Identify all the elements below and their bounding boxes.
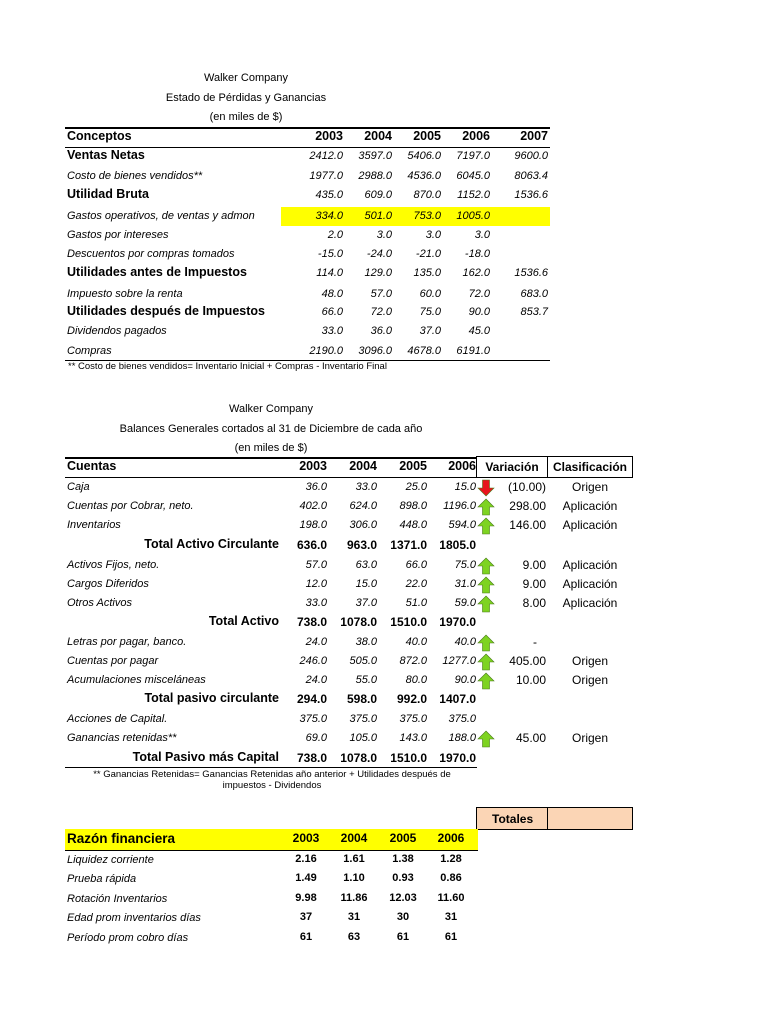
balance-row	[65, 575, 477, 594]
balance-row-label: Acciones de Capital.	[67, 713, 168, 725]
income-row	[65, 207, 550, 226]
balance-header-row	[65, 459, 477, 477]
income-value-2005: 4678.0	[407, 345, 441, 357]
income-value-2003: 2412.0	[309, 150, 343, 162]
variacion-header: Variación	[476, 456, 548, 478]
clasificacion-value: Origen	[571, 654, 609, 668]
income-row-label: Utilidad Bruta	[67, 187, 149, 201]
ratio-row	[65, 909, 485, 928]
balance-row-label: Inventarios	[67, 519, 121, 531]
clasificacion-value: Aplicación	[562, 499, 618, 513]
income-value-2003: 1977.0	[309, 170, 343, 182]
clasificacion-value: Aplicación	[562, 577, 618, 591]
ratio-row	[65, 851, 485, 870]
income-footnote: ** Costo de bienes vendidos= Inventario Inicial + Compras - Inventario Final	[68, 361, 387, 372]
balance-total-row	[65, 613, 477, 632]
income-value-2006: 72.0	[468, 288, 490, 300]
balance-value-2003: 69.0	[305, 732, 327, 744]
balance-value-2004: 1078.0	[340, 751, 377, 765]
balance-value-2006: 1196.0	[443, 500, 476, 512]
income-row	[65, 264, 550, 283]
income-value-2004: 3597.0	[358, 150, 392, 162]
balance-row-label: Total Activo Circulante	[144, 537, 279, 551]
balance-value-2005: 1371.0	[390, 538, 427, 552]
balance-value-2005: 448.0	[399, 519, 427, 531]
income-value-2007: 1536.6	[514, 267, 548, 279]
balance-value-2006: 1970.0	[439, 751, 476, 765]
variacion-value: 9.00	[522, 577, 546, 591]
income-value-2005: 5406.0	[407, 150, 441, 162]
income-value-2003: 114.0	[316, 267, 343, 279]
income-value-2003: 66.0	[321, 306, 343, 318]
variacion-value: 45.00	[515, 731, 546, 745]
income-value-2006: -18.0	[464, 248, 490, 260]
balance-value-2003: 636.0	[296, 538, 327, 552]
income-value-2006: 90.0	[468, 306, 490, 318]
balance-value-2004: 105.0	[349, 732, 377, 744]
balance-value-2004: 375.0	[349, 713, 377, 725]
income-value-2007: 8063.4	[514, 170, 548, 182]
income-value-2003: -15.0	[317, 248, 343, 260]
balance-total-row	[65, 690, 477, 709]
income-units: (en miles de $)	[209, 111, 283, 123]
income-row-label: Descuentos por compras tomados	[67, 248, 235, 260]
income-row	[65, 285, 550, 304]
income-row-label: Compras	[67, 345, 112, 357]
income-value-2007: 1536.6	[514, 189, 548, 201]
ratio-value-2004: 1.61	[343, 853, 365, 865]
clasificacion-value: Aplicación	[562, 558, 618, 572]
balance-value-2003: 36.0	[305, 481, 327, 493]
ratio-value-2006: 31	[444, 911, 458, 923]
ratio-value-2005: 0.93	[392, 872, 414, 884]
balance-row	[65, 556, 477, 575]
income-value-2005: 37.0	[419, 325, 441, 337]
balance-row-label: Letras por pagar, banco.	[67, 636, 187, 648]
income-row-label: Dividendos pagados	[67, 325, 167, 337]
balance-row-label: Activos Fijos, neto.	[67, 559, 160, 571]
income-row	[65, 245, 550, 264]
income-value-2003: 2190.0	[309, 345, 343, 357]
balance-value-2005: 143.0	[399, 732, 427, 744]
balance-row	[65, 729, 477, 748]
balance-header-accounts: Cuentas	[67, 459, 117, 473]
balance-value-2005: 66.0	[405, 559, 427, 571]
balance-row-label: Total Activo	[208, 614, 279, 628]
balance-value-2003: 12.0	[305, 578, 327, 590]
balance-value-2005: 898.0	[399, 500, 427, 512]
balance-row	[65, 478, 477, 497]
balance-value-2005: 51.0	[405, 597, 427, 609]
balance-value-2006: 1407.0	[439, 692, 476, 706]
income-row-label: Utilidades antes de Impuestos	[67, 265, 247, 279]
clasificacion-value: Origen	[571, 673, 609, 687]
income-value-2005: 135.0	[413, 267, 441, 279]
ratio-row-label: Período prom cobro días	[67, 932, 189, 944]
income-title: Estado de Pérdidas y Ganancias	[165, 92, 327, 104]
totales-label: Totales	[476, 807, 548, 830]
income-value-2005: -21.0	[415, 248, 441, 260]
income-value-2003: 48.0	[321, 288, 343, 300]
income-value-2004: -24.0	[366, 248, 392, 260]
balance-value-2006: 1277.0	[442, 655, 476, 667]
ratio-row-label: Prueba rápida	[67, 873, 137, 885]
income-row	[65, 322, 550, 341]
income-header-2006: 2006	[462, 129, 490, 143]
clasificacion-value: Origen	[571, 480, 609, 494]
income-value-2007: 683.0	[520, 288, 548, 300]
ratios-year-2006: 2006	[437, 831, 465, 845]
ratio-row-label: Edad prom inventarios días	[67, 912, 201, 924]
income-value-2005: 75.0	[419, 306, 441, 318]
income-value-2004: 3.0	[376, 229, 392, 241]
balance-value-2005: 40.0	[405, 636, 427, 648]
ratios-year-2003: 2003	[292, 831, 320, 845]
balance-value-2005: 375.0	[399, 713, 427, 725]
balance-footnote-line1: ** Ganancias Retenidas= Ganancias Retenidas año anterior + Utilidades después de	[93, 769, 451, 780]
income-value-2004: 57.0	[370, 288, 392, 300]
balance-value-2006: 594.0	[448, 519, 476, 531]
ratios-header-label: Razón financiera	[67, 831, 176, 846]
income-row-label: Impuesto sobre la renta	[67, 288, 183, 300]
balance-value-2004: 505.0	[349, 655, 377, 667]
ratio-value-2006: 1.28	[440, 853, 462, 865]
income-value-2003: 2.0	[327, 229, 343, 241]
income-value-2006: 3.0	[474, 229, 490, 241]
balance-row	[65, 497, 477, 516]
balance-row-label: Cargos Diferidos	[67, 578, 149, 590]
clasificacion-value: Origen	[571, 731, 609, 745]
balance-row	[65, 633, 477, 652]
balance-value-2006: 15.0	[454, 481, 476, 493]
income-row	[65, 226, 550, 245]
income-row	[65, 186, 550, 205]
balance-value-2004: 38.0	[355, 636, 377, 648]
income-row	[65, 167, 550, 186]
balance-value-2004: 598.0	[346, 692, 377, 706]
balance-value-2006: 59.0	[454, 597, 476, 609]
ratio-value-2003: 9.98	[295, 892, 317, 904]
income-header-row	[65, 129, 550, 147]
income-header-2004: 2004	[364, 129, 392, 143]
ratio-row	[65, 890, 485, 909]
income-row	[65, 147, 550, 166]
income-value-2004: 72.0	[370, 306, 392, 318]
balance-header-2006: 2006	[448, 459, 476, 473]
balance-header-2003: 2003	[299, 459, 327, 473]
income-row-label: Ventas Netas	[67, 148, 145, 162]
income-row-label: Gastos por intereses	[67, 229, 169, 241]
income-value-2003: 33.0	[321, 325, 343, 337]
balance-row	[65, 594, 477, 613]
ratio-value-2006: 11.60	[437, 892, 465, 904]
balance-row	[65, 671, 477, 690]
income-row-label: Gastos operativos, de ventas y admon	[67, 210, 255, 222]
ratio-value-2005: 1.38	[392, 853, 414, 865]
ratio-value-2004: 63	[347, 931, 361, 943]
clasificacion-value: Aplicación	[562, 596, 618, 610]
ratio-value-2005: 12.03	[389, 892, 417, 904]
balance-value-2004: 15.0	[355, 578, 377, 590]
balance-row	[65, 710, 477, 729]
balance-value-2006: 1805.0	[439, 538, 476, 552]
balance-value-2004: 37.0	[355, 597, 377, 609]
balance-header-2004: 2004	[349, 459, 377, 473]
ratio-value-2003: 37	[299, 911, 313, 923]
balance-header-2005: 2005	[399, 459, 427, 473]
balance-row-label: Total pasivo circulante	[144, 691, 279, 705]
balance-units: (en miles de $)	[234, 442, 308, 454]
income-value-2006: 45.0	[468, 325, 490, 337]
balance-value-2003: 738.0	[296, 751, 327, 765]
balance-value-2004: 55.0	[355, 674, 377, 686]
balance-value-2003: 24.0	[305, 674, 327, 686]
income-header-concepts: Conceptos	[67, 129, 132, 143]
income-value-2003: 334.0	[315, 210, 343, 222]
totales-value-cell	[547, 807, 633, 830]
ratio-value-2004: 11.86	[340, 892, 368, 904]
balance-row-label: Caja	[67, 481, 90, 493]
ratio-value-2006: 61	[444, 931, 458, 943]
income-value-2005: 753.0	[413, 210, 441, 222]
income-value-2004: 3096.0	[358, 345, 392, 357]
income-value-2005: 3.0	[425, 229, 441, 241]
income-value-2006: 6045.0	[456, 170, 490, 182]
income-value-2005: 870.0	[413, 189, 441, 201]
income-value-2004: 129.0	[364, 267, 392, 279]
balance-row-label: Cuentas por pagar	[67, 655, 159, 667]
balance-row-label: Acumulaciones misceláneas	[67, 674, 206, 686]
ratio-value-2005: 61	[396, 931, 410, 943]
income-header-2005: 2005	[413, 129, 441, 143]
income-value-2003: 435.0	[315, 189, 343, 201]
balance-value-2003: 57.0	[305, 559, 327, 571]
balance-value-2004: 63.0	[355, 559, 377, 571]
balance-value-2004: 624.0	[349, 500, 377, 512]
variacion-value: 9.00	[522, 558, 546, 572]
balance-row	[65, 652, 477, 671]
ratios-year-2004: 2004	[340, 831, 368, 845]
income-value-2006: 1005.0	[456, 210, 490, 222]
balance-value-2005: 25.0	[405, 481, 427, 493]
income-row-label: Costo de bienes vendidos**	[67, 170, 203, 182]
ratio-value-2003: 2.16	[295, 853, 317, 865]
balance-value-2006: 75.0	[454, 559, 476, 571]
income-value-2007: 9600.0	[514, 150, 548, 162]
balance-value-2003: 294.0	[296, 692, 327, 706]
variacion-value: 298.00	[509, 499, 546, 513]
income-header-2003: 2003	[315, 129, 343, 143]
balance-total-row	[65, 749, 477, 768]
balance-row	[65, 516, 477, 535]
variacion-value: 146.00	[509, 518, 546, 532]
income-value-2006: 162.0	[462, 267, 490, 279]
balance-value-2003: 738.0	[296, 615, 327, 629]
ratio-value-2005: 30	[396, 911, 410, 923]
balance-row-label: Total Pasivo más Capital	[132, 750, 279, 764]
balance-row-label: Otros Activos	[67, 597, 132, 609]
income-header-2007: 2007	[520, 129, 548, 143]
balance-value-2005: 1510.0	[390, 615, 427, 629]
variacion-value: 8.00	[522, 596, 546, 610]
variacion-value: 405.00	[509, 654, 546, 668]
variacion-value: (10.00)	[507, 480, 546, 494]
income-value-2005: 4536.0	[407, 170, 441, 182]
balance-value-2003: 246.0	[299, 655, 327, 667]
income-value-2004: 501.0	[364, 210, 392, 222]
balance-value-2004: 1078.0	[340, 615, 377, 629]
balance-value-2003: 375.0	[299, 713, 327, 725]
income-value-2006: 1152.0	[457, 189, 490, 201]
balance-footnote-line2: impuestos - Dividendos	[222, 780, 322, 791]
balance-value-2005: 992.0	[396, 692, 427, 706]
balance-value-2006: 31.0	[454, 578, 476, 590]
balance-row-label: Ganancias retenidas**	[67, 732, 177, 744]
income-row-label: Utilidades después de Impuestos	[67, 304, 265, 318]
income-value-2004: 2988.0	[358, 170, 392, 182]
balance-value-2006: 188.0	[448, 732, 476, 744]
ratio-row-label: Liquidez corriente	[67, 854, 154, 866]
ratio-value-2004: 31	[347, 911, 361, 923]
balance-value-2003: 402.0	[299, 500, 327, 512]
income-value-2005: 60.0	[419, 288, 441, 300]
income-value-2006: 6191.0	[456, 345, 490, 357]
balance-value-2006: 40.0	[454, 636, 476, 648]
balance-value-2006: 375.0	[448, 713, 476, 725]
ratio-row	[65, 929, 485, 948]
balance-bottom-rule	[65, 767, 477, 768]
income-row	[65, 303, 550, 322]
income-value-2006: 7197.0	[456, 150, 490, 162]
income-row	[65, 342, 550, 361]
ratios-year-2005: 2005	[389, 831, 417, 845]
balance-value-2004: 963.0	[346, 538, 377, 552]
balance-row-label: Cuentas por Cobrar, neto.	[67, 500, 194, 512]
ratio-value-2003: 61	[299, 931, 313, 943]
clasificacion-header: Clasificación	[547, 456, 633, 478]
balance-value-2005: 80.0	[405, 674, 427, 686]
income-value-2004: 609.0	[364, 189, 392, 201]
variacion-value: -	[533, 635, 537, 649]
ratio-value-2006: 0.86	[440, 872, 462, 884]
income-value-2004: 36.0	[370, 325, 392, 337]
ratio-row-label: Rotación Inventarios	[67, 893, 168, 905]
balance-value-2003: 24.0	[305, 636, 327, 648]
balance-company: Walker Company	[229, 403, 313, 415]
clasificacion-value: Aplicación	[562, 518, 618, 532]
ratio-value-2003: 1.49	[295, 872, 317, 884]
balance-value-2003: 33.0	[305, 597, 327, 609]
balance-title: Balances Generales cortados al 31 de Diciembre de cada año	[119, 423, 423, 435]
income-company: Walker Company	[204, 72, 288, 84]
balance-value-2004: 33.0	[355, 481, 377, 493]
balance-value-2006: 1970.0	[439, 615, 476, 629]
balance-value-2005: 1510.0	[390, 751, 427, 765]
ratio-row	[65, 870, 485, 889]
variacion-value: 10.00	[515, 673, 546, 687]
balance-value-2005: 22.0	[405, 578, 427, 590]
balance-value-2003: 198.0	[299, 519, 327, 531]
balance-value-2004: 306.0	[349, 519, 377, 531]
balance-value-2006: 90.0	[454, 674, 476, 686]
income-value-2007: 853.7	[520, 306, 548, 318]
balance-value-2005: 872.0	[399, 655, 427, 667]
ratio-value-2004: 1.10	[343, 872, 365, 884]
balance-total-row	[65, 536, 477, 555]
ratios-header-row	[65, 830, 485, 850]
